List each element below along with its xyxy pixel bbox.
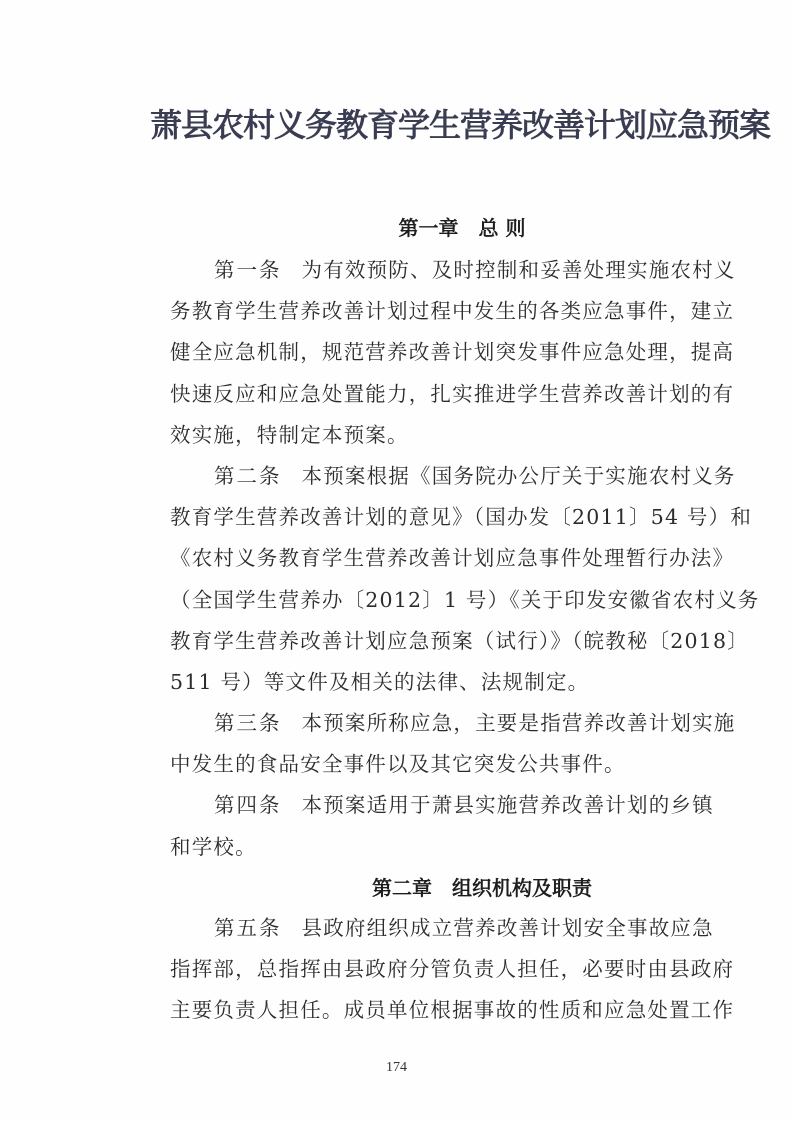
article-2-line: 教育学生营养改善计划的意见》（国办发〔2011〕54 号）和 [170,505,753,530]
article-1-line: 健全应急机制，规范营养改善计划突发事件应急处理，提高 [170,340,735,365]
document-body [170,206,760,1031]
article-2-line: 511 号）等文件及相关的法律、法规制定。 [170,669,590,694]
article-1 [170,250,736,456]
article-2 [170,456,760,703]
article-2-line: （全国学生营养办〔2012〕1 号）《关于印发安徽省农村义务 [170,587,760,612]
article-3 [170,703,736,785]
article-1-line: 快速反应和应急处置能力，扎实推进学生营养改善计划的有 [170,381,735,406]
article-4-line: 和学校。 [170,834,257,859]
article-1-label: 第一条 [214,258,282,282]
chapter-1-heading: 第一章 总 则 [398,216,526,240]
article-4-line: 第四条 本预案适用于萧县实施营养改善计划的乡镇 [214,793,714,818]
article-2-label: 第二条 [214,463,282,488]
article-4-label: 第四条 [214,793,282,818]
article-2-line: 《农村义务教育学生营养改善计划应急事件处理暂行办法》 [170,546,735,571]
page-number: 174 [386,1060,407,1075]
article-1-line: 务教育学生营养改善计划过程中发生的各类应急事件，建立 [170,299,735,324]
article-2-line: 第二条 本预案根据《国务院办公厅关于实施农村义务 [214,463,736,488]
article-5-line: 指挥部，总指挥由县政府分管负责人担任，必要时由县政府 [170,957,735,981]
article-1-line: 效实施，特制定本预案。 [170,422,409,447]
document-title: 萧县农村义务教育学生营养改善计划应急预案 [150,106,771,144]
article-1-line: 第一条 为有效预防、及时控制和妥善处理实施农村义 [214,258,736,282]
chapter-2-heading: 第二章 组织机构及职责 [372,875,592,900]
article-5-label: 第五条 [214,915,282,940]
article-3-line: 中发生的食品安全事件以及其它突发公共事件。 [170,752,626,777]
article-2-line: 教育学生营养改善计划应急预案（试行）》（皖教秘〔2018〕 [170,628,749,653]
article-3-line: 第三条 本预案所称应急，主要是指营养改善计划实施 [214,711,736,736]
article-5-line: 主要负责人担任。成员单位根据事故的性质和应急处置工作 [170,998,735,1023]
article-5 [170,908,735,1032]
article-5-line: 第五条 县政府组织成立营养改善计划安全事故应急 [214,915,714,940]
article-3-label: 第三条 [214,711,282,736]
article-4 [170,785,730,867]
